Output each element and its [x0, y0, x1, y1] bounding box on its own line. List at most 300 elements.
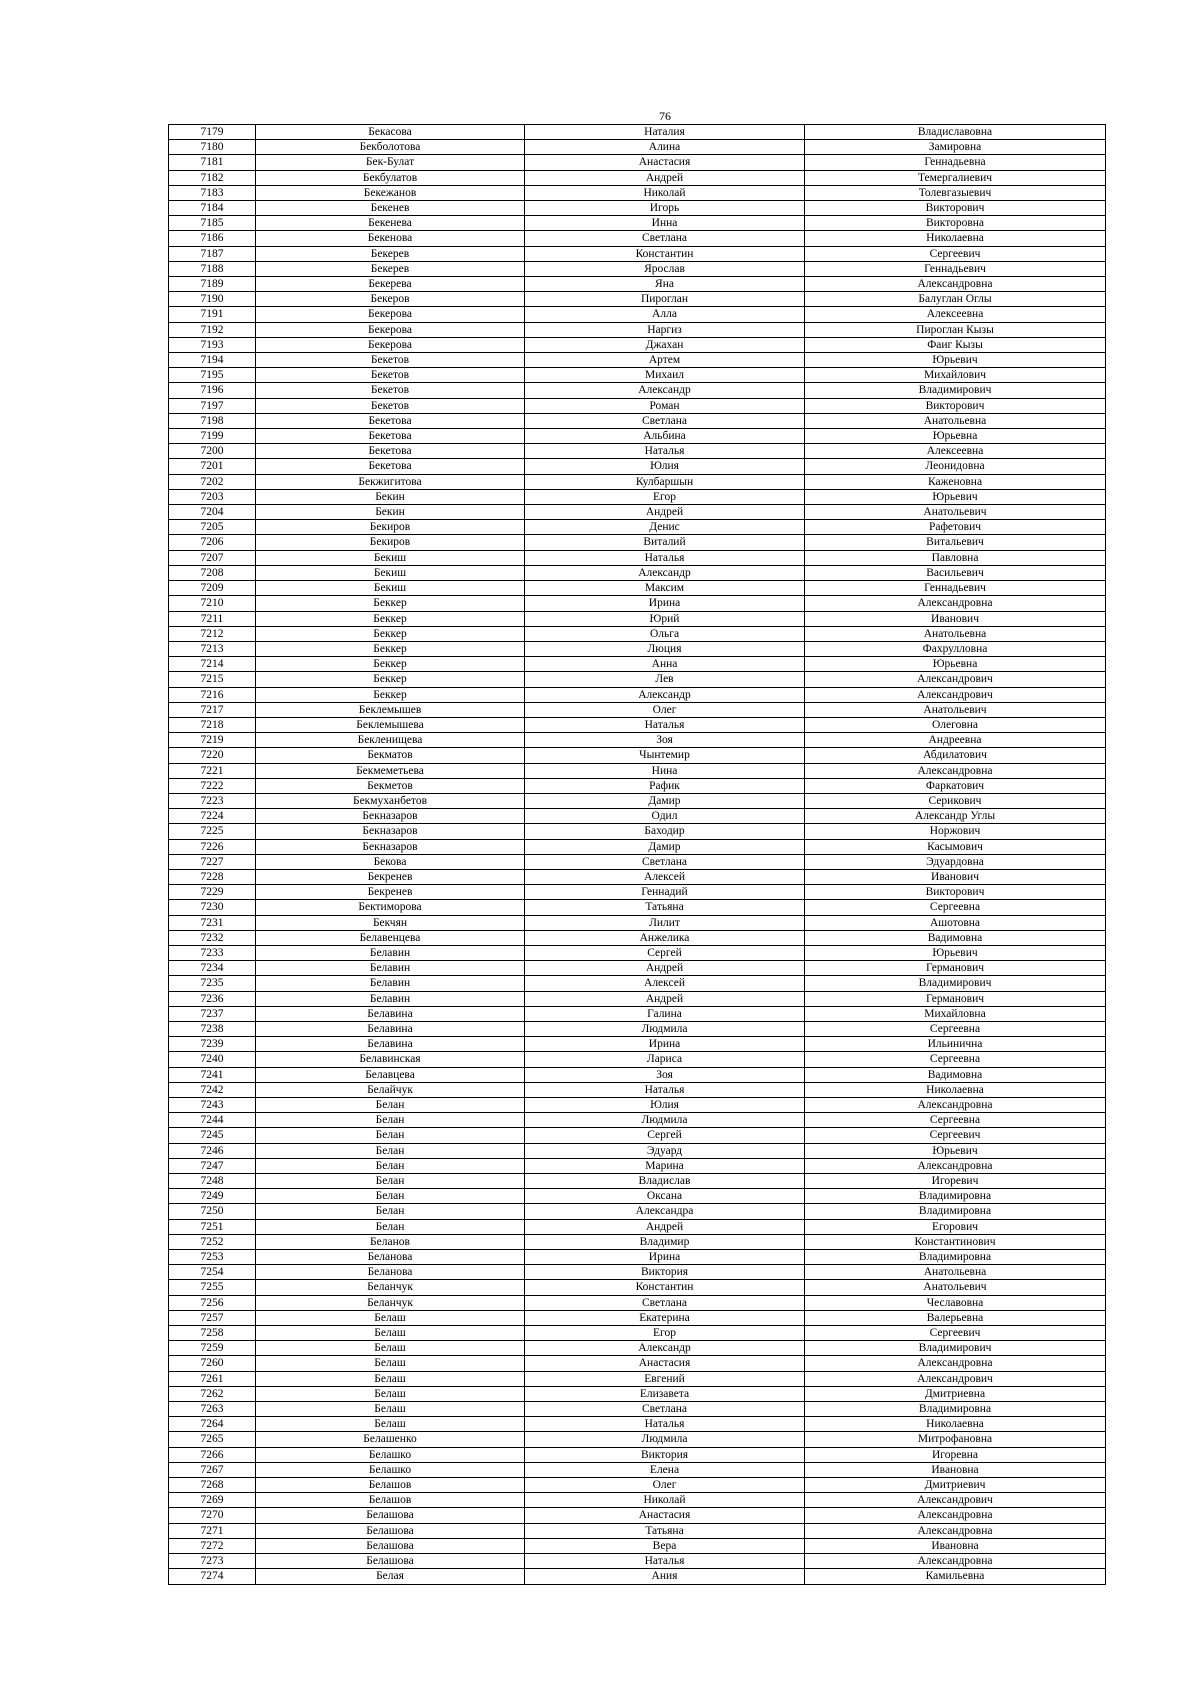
- first-name-cell: Вера: [525, 1538, 805, 1553]
- first-name-cell: Наталия: [525, 125, 805, 140]
- table-row: [169, 839, 1106, 854]
- last-name-cell: Бекиш: [256, 565, 525, 580]
- last-name-cell: Бекмеметьева: [256, 763, 525, 778]
- record-number-cell: 7225: [169, 824, 256, 839]
- patronymic-cell: Анатольевич: [805, 505, 1106, 520]
- table-row: [169, 1417, 1106, 1432]
- last-name-cell: Беккер: [256, 626, 525, 641]
- last-name-cell: Бекетова: [256, 413, 525, 428]
- patronymic-cell: Сергеевич: [805, 246, 1106, 261]
- patronymic-cell: Германович: [805, 991, 1106, 1006]
- table-row: [169, 1402, 1106, 1417]
- patronymic-cell: Николаевна: [805, 1082, 1106, 1097]
- first-name-cell: Егор: [525, 1326, 805, 1341]
- record-number-cell: 7219: [169, 733, 256, 748]
- table-row: [169, 1523, 1106, 1538]
- table-row: [169, 991, 1106, 1006]
- first-name-cell: Олег: [525, 702, 805, 717]
- table-row: [169, 930, 1106, 945]
- record-number-cell: 7261: [169, 1371, 256, 1386]
- record-number-cell: 7256: [169, 1295, 256, 1310]
- last-name-cell: Беккер: [256, 596, 525, 611]
- patronymic-cell: Ивановна: [805, 1462, 1106, 1477]
- last-name-cell: Беккер: [256, 657, 525, 672]
- last-name-cell: Белашова: [256, 1508, 525, 1523]
- first-name-cell: Алексей: [525, 869, 805, 884]
- table-row: [169, 885, 1106, 900]
- last-name-cell: Бекежанов: [256, 185, 525, 200]
- record-number-cell: 7249: [169, 1189, 256, 1204]
- first-name-cell: Одил: [525, 809, 805, 824]
- patronymic-cell: Владимировна: [805, 1204, 1106, 1219]
- patronymic-cell: Пироглан Кызы: [805, 322, 1106, 337]
- record-number-cell: 7274: [169, 1569, 256, 1584]
- patronymic-cell: Ашотовна: [805, 915, 1106, 930]
- table-row: [169, 292, 1106, 307]
- patronymic-cell: Андреевна: [805, 733, 1106, 748]
- table-row: [169, 641, 1106, 656]
- last-name-cell: Беланчук: [256, 1295, 525, 1310]
- first-name-cell: Ярослав: [525, 261, 805, 276]
- record-number-cell: 7195: [169, 368, 256, 383]
- table-row: [169, 337, 1106, 352]
- first-name-cell: Сергей: [525, 1128, 805, 1143]
- patronymic-cell: Васильевич: [805, 565, 1106, 580]
- table-row: [169, 702, 1106, 717]
- last-name-cell: Бекиш: [256, 550, 525, 565]
- record-number-cell: 7226: [169, 839, 256, 854]
- table-row: [169, 565, 1106, 580]
- last-name-cell: Бекин: [256, 505, 525, 520]
- patronymic-cell: Александровна: [805, 763, 1106, 778]
- first-name-cell: Светлана: [525, 231, 805, 246]
- last-name-cell: Беккер: [256, 611, 525, 626]
- table-row: [169, 1113, 1106, 1128]
- first-name-cell: Николай: [525, 185, 805, 200]
- patronymic-cell: Александрович: [805, 687, 1106, 702]
- table-row: [169, 748, 1106, 763]
- table-row: [169, 1280, 1106, 1295]
- table-row: [169, 368, 1106, 383]
- record-number-cell: 7203: [169, 489, 256, 504]
- first-name-cell: Анжелика: [525, 930, 805, 945]
- record-number-cell: 7207: [169, 550, 256, 565]
- last-name-cell: Бекбулатов: [256, 170, 525, 185]
- first-name-cell: Ольга: [525, 626, 805, 641]
- table-row: [169, 1356, 1106, 1371]
- last-name-cell: Бекренев: [256, 885, 525, 900]
- last-name-cell: Белаш: [256, 1356, 525, 1371]
- patronymic-cell: Викторович: [805, 201, 1106, 216]
- table-row: [169, 1538, 1106, 1553]
- patronymic-cell: Сергеевич: [805, 1128, 1106, 1143]
- first-name-cell: Нина: [525, 763, 805, 778]
- first-name-cell: Татьяна: [525, 900, 805, 915]
- first-name-cell: Александра: [525, 1204, 805, 1219]
- table-row: [169, 717, 1106, 732]
- record-number-cell: 7259: [169, 1341, 256, 1356]
- patronymic-cell: Александрович: [805, 672, 1106, 687]
- table-row: [169, 429, 1106, 444]
- patronymic-cell: Норжович: [805, 824, 1106, 839]
- record-number-cell: 7191: [169, 307, 256, 322]
- last-name-cell: Бекерова: [256, 337, 525, 352]
- first-name-cell: Андрей: [525, 170, 805, 185]
- patronymic-cell: Юрьевна: [805, 657, 1106, 672]
- table-row: [169, 672, 1106, 687]
- record-number-cell: 7233: [169, 945, 256, 960]
- table-row: [169, 763, 1106, 778]
- last-name-cell: Бекерев: [256, 246, 525, 261]
- first-name-cell: Егор: [525, 489, 805, 504]
- table-row: [169, 322, 1106, 337]
- record-number-cell: 7273: [169, 1554, 256, 1569]
- table-row: [169, 1006, 1106, 1021]
- patronymic-cell: Константинович: [805, 1234, 1106, 1249]
- last-name-cell: Бекиров: [256, 535, 525, 550]
- last-name-cell: Белайчук: [256, 1082, 525, 1097]
- record-number-cell: 7228: [169, 869, 256, 884]
- table-row: [169, 550, 1106, 565]
- patronymic-cell: Анатольевна: [805, 1265, 1106, 1280]
- table-row: [169, 383, 1106, 398]
- record-number-cell: 7194: [169, 353, 256, 368]
- last-name-cell: Белавин: [256, 945, 525, 960]
- first-name-cell: Марина: [525, 1158, 805, 1173]
- record-number-cell: 7205: [169, 520, 256, 535]
- patronymic-cell: Дмитриевич: [805, 1478, 1106, 1493]
- patronymic-cell: Александровна: [805, 1508, 1106, 1523]
- patronymic-cell: Темергалиевич: [805, 170, 1106, 185]
- first-name-cell: Галина: [525, 1006, 805, 1021]
- first-name-cell: Александр: [525, 565, 805, 580]
- first-name-cell: Михаил: [525, 368, 805, 383]
- patronymic-cell: Викторовна: [805, 216, 1106, 231]
- table-row: [169, 854, 1106, 869]
- first-name-cell: Светлана: [525, 1295, 805, 1310]
- record-number-cell: 7232: [169, 930, 256, 945]
- last-name-cell: Белан: [256, 1158, 525, 1173]
- last-name-cell: Беккер: [256, 641, 525, 656]
- first-name-cell: Ания: [525, 1569, 805, 1584]
- record-number-cell: 7223: [169, 793, 256, 808]
- table-row: [169, 201, 1106, 216]
- table-row: [169, 1569, 1106, 1584]
- first-name-cell: Зоя: [525, 1067, 805, 1082]
- record-number-cell: 7196: [169, 383, 256, 398]
- first-name-cell: Олег: [525, 1478, 805, 1493]
- record-number-cell: 7217: [169, 702, 256, 717]
- first-name-cell: Александр: [525, 383, 805, 398]
- record-number-cell: 7244: [169, 1113, 256, 1128]
- roster-table: [168, 124, 1106, 1585]
- last-name-cell: Белан: [256, 1128, 525, 1143]
- record-number-cell: 7235: [169, 976, 256, 991]
- last-name-cell: Бекметов: [256, 778, 525, 793]
- last-name-cell: Бекренев: [256, 869, 525, 884]
- record-number-cell: 7227: [169, 854, 256, 869]
- table-row: [169, 1447, 1106, 1462]
- first-name-cell: Наталья: [525, 1417, 805, 1432]
- last-name-cell: Бекиров: [256, 520, 525, 535]
- last-name-cell: Бекжигитова: [256, 474, 525, 489]
- last-name-cell: Бекин: [256, 489, 525, 504]
- patronymic-cell: Камильевна: [805, 1569, 1106, 1584]
- record-number-cell: 7246: [169, 1143, 256, 1158]
- last-name-cell: Белашенко: [256, 1432, 525, 1447]
- record-number-cell: 7180: [169, 140, 256, 155]
- patronymic-cell: Анатольевна: [805, 413, 1106, 428]
- record-number-cell: 7240: [169, 1052, 256, 1067]
- last-name-cell: Беклемышев: [256, 702, 525, 717]
- patronymic-cell: Сергеевна: [805, 900, 1106, 915]
- first-name-cell: Александр: [525, 687, 805, 702]
- patronymic-cell: Владимирович: [805, 976, 1106, 991]
- patronymic-cell: Александровна: [805, 596, 1106, 611]
- record-number-cell: 7208: [169, 565, 256, 580]
- first-name-cell: Андрей: [525, 1219, 805, 1234]
- patronymic-cell: Сергеевна: [805, 1052, 1106, 1067]
- last-name-cell: Белан: [256, 1113, 525, 1128]
- table-row: [169, 1341, 1106, 1356]
- table-row: [169, 1554, 1106, 1569]
- patronymic-cell: Владимирович: [805, 1341, 1106, 1356]
- table-row: [169, 687, 1106, 702]
- last-name-cell: Белавина: [256, 1021, 525, 1036]
- last-name-cell: Белан: [256, 1219, 525, 1234]
- last-name-cell: Белан: [256, 1143, 525, 1158]
- last-name-cell: Бекенев: [256, 201, 525, 216]
- first-name-cell: Виктория: [525, 1265, 805, 1280]
- patronymic-cell: Александр Углы: [805, 809, 1106, 824]
- last-name-cell: Белашко: [256, 1462, 525, 1477]
- last-name-cell: Белавина: [256, 1006, 525, 1021]
- record-number-cell: 7239: [169, 1037, 256, 1052]
- patronymic-cell: Ильинична: [805, 1037, 1106, 1052]
- first-name-cell: Светлана: [525, 413, 805, 428]
- record-number-cell: 7206: [169, 535, 256, 550]
- first-name-cell: Баходир: [525, 824, 805, 839]
- last-name-cell: Бекиш: [256, 581, 525, 596]
- record-number-cell: 7269: [169, 1493, 256, 1508]
- record-number-cell: 7271: [169, 1523, 256, 1538]
- record-number-cell: 7210: [169, 596, 256, 611]
- patronymic-cell: Серикович: [805, 793, 1106, 808]
- table-row: [169, 1432, 1106, 1447]
- first-name-cell: Анастасия: [525, 1356, 805, 1371]
- record-number-cell: 7213: [169, 641, 256, 656]
- record-number-cell: 7192: [169, 322, 256, 337]
- last-name-cell: Белаш: [256, 1341, 525, 1356]
- table-row: [169, 1310, 1106, 1325]
- table-row: [169, 1098, 1106, 1113]
- last-name-cell: Белан: [256, 1204, 525, 1219]
- record-number-cell: 7242: [169, 1082, 256, 1097]
- table-row: [169, 1052, 1106, 1067]
- last-name-cell: Белашко: [256, 1447, 525, 1462]
- patronymic-cell: Замировна: [805, 140, 1106, 155]
- table-row: [169, 1143, 1106, 1158]
- patronymic-cell: Александровна: [805, 1523, 1106, 1538]
- table-row: [169, 1189, 1106, 1204]
- patronymic-cell: Александровна: [805, 1158, 1106, 1173]
- record-number-cell: 7243: [169, 1098, 256, 1113]
- first-name-cell: Дамир: [525, 839, 805, 854]
- record-number-cell: 7245: [169, 1128, 256, 1143]
- table-row: [169, 474, 1106, 489]
- record-number-cell: 7241: [169, 1067, 256, 1082]
- first-name-cell: Юлия: [525, 459, 805, 474]
- first-name-cell: Елизавета: [525, 1386, 805, 1401]
- patronymic-cell: Эдуардовна: [805, 854, 1106, 869]
- record-number-cell: 7209: [169, 581, 256, 596]
- last-name-cell: Белашов: [256, 1493, 525, 1508]
- patronymic-cell: Леонидовна: [805, 459, 1106, 474]
- table-row: [169, 1462, 1106, 1477]
- last-name-cell: Бекеров: [256, 292, 525, 307]
- roster-body: [169, 125, 1106, 1585]
- patronymic-cell: Владимировна: [805, 1402, 1106, 1417]
- patronymic-cell: Геннадьевна: [805, 155, 1106, 170]
- record-number-cell: 7220: [169, 748, 256, 763]
- table-row: [169, 809, 1106, 824]
- table-row: [169, 1219, 1106, 1234]
- last-name-cell: Беклемышева: [256, 717, 525, 732]
- table-row: [169, 900, 1106, 915]
- record-number-cell: 7185: [169, 216, 256, 231]
- patronymic-cell: Фаркатович: [805, 778, 1106, 793]
- last-name-cell: Бекетов: [256, 398, 525, 413]
- patronymic-cell: Александрович: [805, 1371, 1106, 1386]
- table-row: [169, 444, 1106, 459]
- first-name-cell: Ирина: [525, 596, 805, 611]
- last-name-cell: Белашова: [256, 1538, 525, 1553]
- table-row: [169, 961, 1106, 976]
- first-name-cell: Алла: [525, 307, 805, 322]
- first-name-cell: Лев: [525, 672, 805, 687]
- table-row: [169, 1508, 1106, 1523]
- first-name-cell: Наталья: [525, 444, 805, 459]
- table-row: [169, 535, 1106, 550]
- table-row: [169, 520, 1106, 535]
- table-row: [169, 185, 1106, 200]
- first-name-cell: Наталья: [525, 550, 805, 565]
- patronymic-cell: Германович: [805, 961, 1106, 976]
- first-name-cell: Люция: [525, 641, 805, 656]
- patronymic-cell: Вадимовна: [805, 1067, 1106, 1082]
- record-number-cell: 7211: [169, 611, 256, 626]
- first-name-cell: Зоя: [525, 733, 805, 748]
- table-row: [169, 155, 1106, 170]
- record-number-cell: 7272: [169, 1538, 256, 1553]
- first-name-cell: Наталья: [525, 1082, 805, 1097]
- patronymic-cell: Алексеевна: [805, 307, 1106, 322]
- last-name-cell: Белая: [256, 1569, 525, 1584]
- last-name-cell: Белавина: [256, 1037, 525, 1052]
- record-number-cell: 7216: [169, 687, 256, 702]
- last-name-cell: Белан: [256, 1098, 525, 1113]
- record-number-cell: 7265: [169, 1432, 256, 1447]
- last-name-cell: Белашов: [256, 1478, 525, 1493]
- record-number-cell: 7218: [169, 717, 256, 732]
- record-number-cell: 7189: [169, 277, 256, 292]
- table-row: [169, 915, 1106, 930]
- patronymic-cell: Александровна: [805, 1554, 1106, 1569]
- record-number-cell: 7183: [169, 185, 256, 200]
- table-row: [169, 1174, 1106, 1189]
- table-row: [169, 489, 1106, 504]
- record-number-cell: 7250: [169, 1204, 256, 1219]
- patronymic-cell: Рафетович: [805, 520, 1106, 535]
- first-name-cell: Евгений: [525, 1371, 805, 1386]
- first-name-cell: Виталий: [525, 535, 805, 550]
- last-name-cell: Белаш: [256, 1417, 525, 1432]
- last-name-cell: Белавин: [256, 961, 525, 976]
- patronymic-cell: Игоревна: [805, 1447, 1106, 1462]
- patronymic-cell: Юрьевич: [805, 353, 1106, 368]
- table-row: [169, 611, 1106, 626]
- first-name-cell: Джахан: [525, 337, 805, 352]
- table-row: [169, 398, 1106, 413]
- last-name-cell: Бекова: [256, 854, 525, 869]
- patronymic-cell: Геннадьевич: [805, 261, 1106, 276]
- first-name-cell: Кулбаршын: [525, 474, 805, 489]
- patronymic-cell: Владимировна: [805, 1189, 1106, 1204]
- record-number-cell: 7186: [169, 231, 256, 246]
- patronymic-cell: Игоревич: [805, 1174, 1106, 1189]
- patronymic-cell: Ивановна: [805, 1538, 1106, 1553]
- first-name-cell: Андрей: [525, 991, 805, 1006]
- page-number: 76: [659, 109, 671, 123]
- first-name-cell: Игорь: [525, 201, 805, 216]
- last-name-cell: Бекназаров: [256, 824, 525, 839]
- first-name-cell: Светлана: [525, 1402, 805, 1417]
- table-row: [169, 1478, 1106, 1493]
- table-row: [169, 1082, 1106, 1097]
- first-name-cell: Анастасия: [525, 1508, 805, 1523]
- first-name-cell: Алексей: [525, 976, 805, 991]
- first-name-cell: Артем: [525, 353, 805, 368]
- table-row: [169, 626, 1106, 641]
- record-number-cell: 7247: [169, 1158, 256, 1173]
- record-number-cell: 7268: [169, 1478, 256, 1493]
- patronymic-cell: Вадимовна: [805, 930, 1106, 945]
- last-name-cell: Белавенцева: [256, 930, 525, 945]
- last-name-cell: Бекматов: [256, 748, 525, 763]
- patronymic-cell: Олеговна: [805, 717, 1106, 732]
- record-number-cell: 7251: [169, 1219, 256, 1234]
- first-name-cell: Виктория: [525, 1447, 805, 1462]
- last-name-cell: Белаш: [256, 1386, 525, 1401]
- first-name-cell: Владислав: [525, 1174, 805, 1189]
- record-number-cell: 7184: [169, 201, 256, 216]
- last-name-cell: Белавин: [256, 976, 525, 991]
- last-name-cell: Бекерева: [256, 277, 525, 292]
- last-name-cell: Белан: [256, 1189, 525, 1204]
- patronymic-cell: Анатольевна: [805, 626, 1106, 641]
- table-row: [169, 581, 1106, 596]
- record-number-cell: 7262: [169, 1386, 256, 1401]
- last-name-cell: Бек-Булат: [256, 155, 525, 170]
- record-number-cell: 7252: [169, 1234, 256, 1249]
- table-row: [169, 1021, 1106, 1036]
- first-name-cell: Пироглан: [525, 292, 805, 307]
- patronymic-cell: Абдилатович: [805, 748, 1106, 763]
- last-name-cell: Белавцева: [256, 1067, 525, 1082]
- first-name-cell: Николай: [525, 1493, 805, 1508]
- record-number-cell: 7187: [169, 246, 256, 261]
- patronymic-cell: Александровна: [805, 1098, 1106, 1113]
